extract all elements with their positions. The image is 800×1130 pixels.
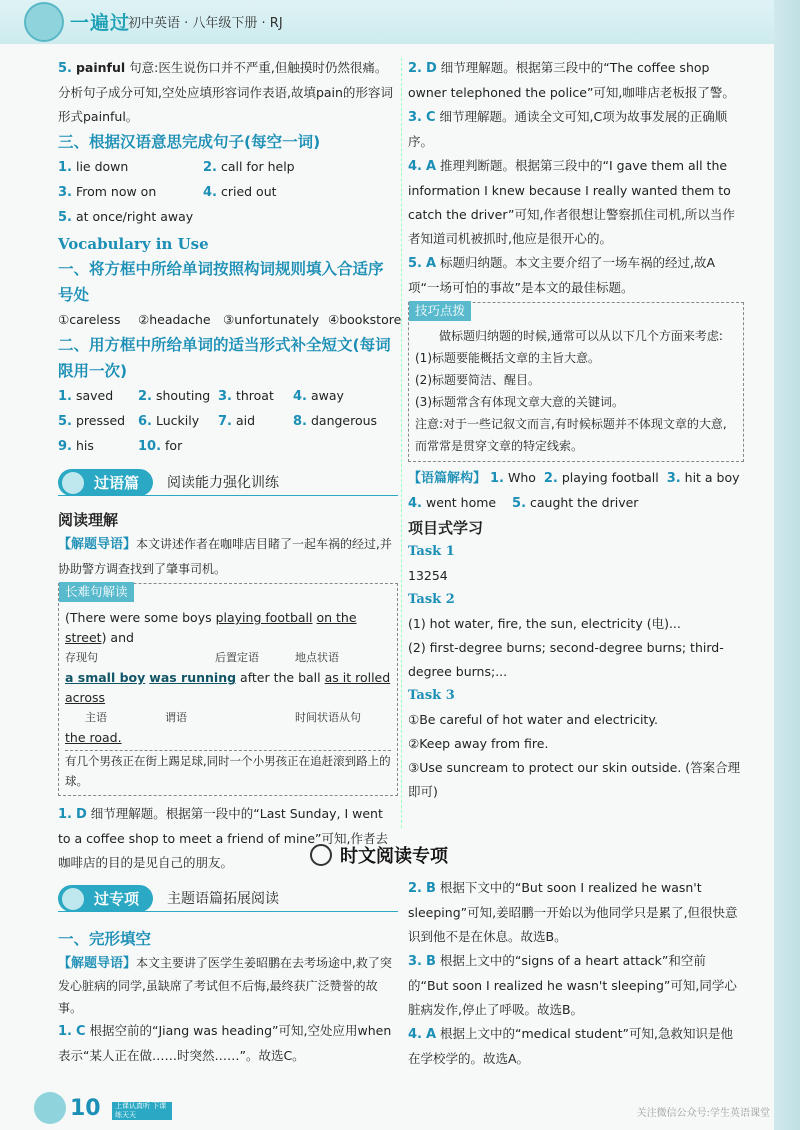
cloze-section: 一、完形填空 【解题导语】本文主要讲了医学生姜昭鹏在去考场途中,救了突发心脏病的同学,虽缺席了考试但不后悔,最终获广泛赞誉的故事。 1. C 根据空前的“Jiang was heading”可知,空处应用when表示“某人正在做……时突然……”。故选C。 — [58, 930, 392, 1063]
right-column: 2. D 细节理解题。根据第三段中的“The coffee shop owner telephoned the police”可知,咖啡店老板报了警。 3. C 细节理解题。通读全文可知,C项为故事发展的正确顺序。 4. A 推理判断题。根据第三段中的“I gave them all the information I knew because I really wanted them to catch the driver”可知,作者很想让警察抓住司机,所以当作者知道司机被抓时,他应是很开心的。 5. A 标题归纳题。本文主要介绍了一场车祸的经过,故A项“一场可怕的事故”是本文的最佳标题。 技巧点拨 做标题归纳题的时候,通常可以从以下几个方面来考虑: (1)标题要能概括文章的主旨大意。 (2)标题要简洁、醒目。 (3)标题常含有体现文章大意的关键词。 注意:对于一些记叙文而言,有时候标题并不体现文章的大意,而常常是贯穿文章的特定线索。 【语篇解构】 1. Who 2. playing football 3. hit a boy 4. went home 5. caught the driver 项目式学习 Task 1 13254 Task 2 (1) hot water, fire, the sun, electricity (电)... (2) first-degree burns; second-degree burns; third-degree burns;... Task 3 ①Be careful of hot water and electricity. ②Keep away from fire. ③Use suncream to protect our skin outside. (答案合理即可) — [408, 56, 744, 804]
vocab-title: Vocabulary in Use — [58, 235, 209, 253]
brand-title: 一遍过 — [70, 12, 131, 34]
project-title: 项目式学习 — [408, 519, 484, 537]
banner-reading — [58, 466, 398, 498]
answer-r4: 4. A 推理判断题。根据第三段中的“I gave them all the information I knew because I really wanted them to catch the driver”可知,作者很想让警察抓住司机,所以当作者知道司机被抓时,他应是很开心的。 — [408, 158, 735, 246]
long-sentence-box: 长难句解读 (There were some boys playing football on the street) and 存现句 后置定语 地点状语 a small boy was running after the ball as it rolled across 主语 谓语 时间状语从句 the road. 有几个男孩正在街上踢足球,同时一个小男孩正在追赶滚到路上的球。 — [58, 583, 398, 796]
tip-box: 技巧点拨 做标题归纳题的时候,通常可以从以下几个方面来考虑: (1)标题要能概括文章的主旨大意。 (2)标题要简洁、醒目。 (3)标题常含有体现文章大意的关键词。 注意:对于一些记叙文而言,有时候标题并不体现文章的大意,而常常是贯穿文章的特定线索。 — [408, 302, 744, 462]
banner-special: 过专项 主题语篇拓展阅读 — [58, 882, 398, 914]
mascot-logo-icon — [24, 2, 64, 42]
reading-guide: 【解题导语】本文讲述作者在咖啡店目睹了一起车祸的经过,并协助警方调查找到了肇事司机。 — [58, 537, 392, 576]
breadcrumb: 初中英语 · 八年级下册 · RJ — [128, 16, 283, 31]
mascot-icon — [34, 1092, 66, 1124]
answer-d1: 1. D 细节理解题。根据第一段中的“Last Sunday, I went to a coffee shop to meet a friend of mine”可知,作者去咖啡店的目的是见自己的朋友。 — [58, 806, 388, 870]
answer-r3: 3. C 细节理解题。通读全文可知,C项为故事发展的正确顺序。 — [408, 109, 728, 149]
page-header — [0, 0, 800, 44]
v2-title: 二、用方框中所给单词的适当形式补全短文(每词限用一次) — [58, 336, 391, 380]
v1-title: 一、将方框中所给单词按照构词规则填入合适序号处 — [58, 260, 384, 304]
left-column — [58, 56, 402, 459]
reading-section — [58, 508, 398, 875]
watermark: 关注微信公众号:学生英语课堂 — [636, 1108, 770, 1119]
answer-r2: 2. D 细节理解题。根据第三段中的“The coffee shop owner telephoned the police”可知,咖啡店老板报了警。 — [408, 60, 735, 100]
box-tag: 长难句解读 — [59, 582, 134, 602]
discourse-structure: 【语篇解构】 1. Who 2. playing football 3. hit a boy 4. went home 5. caught the driver — [408, 470, 740, 511]
banner-tag: 过语篇 — [58, 469, 153, 496]
cloze-answers-right: 2. B 根据下文中的“But soon I realized he wasn't sleeping”可知,姜昭鹏一开始以为他同学只是累了,但很快意识到他不是在休息。故选B。 3. B 根据上文中的“signs of a heart attack”和空前的“But soon I realized he wasn't sleeping”可知,同学心脏病发作,停止了呼吸。故选B。 4. A 根据上文中的“medical student”可知,急救知识是他在学校学的。故选A。 — [408, 880, 738, 1066]
v2-answers: 1. saved 2. shouting 3. throat 4. away 5. pressed 6. Luckily 7. aid 8. dangerous 9. his 10. for — [58, 388, 378, 454]
v1-answers: ①careless ②headache ③unfortunately ④bookstore — [58, 312, 402, 327]
star-icon — [310, 844, 332, 866]
column-divider — [401, 58, 402, 828]
section-3-title: 三、根据汉语意思完成句子(每空一词) — [58, 133, 321, 151]
footer-slogan: 上课认真听 下课练天天 — [112, 1102, 172, 1120]
tip-tag: 技巧点拨 — [409, 301, 471, 321]
sec3-answers: 1. lie down 2. call for help 3. From now on 4. cried out 5. at once/right away — [58, 159, 295, 225]
right-edge-strip — [774, 0, 800, 1130]
banner-subtitle: 阅读能力强化训练 — [167, 475, 280, 491]
section-title: 时文阅读专项 — [310, 842, 448, 868]
answer-5: 5. painful 句意:医生说伤口并不严重,但触摸时仍然很痛。分析句子成分可知,空处应填形容词作表语,故填pain的形容词形式painful。 — [58, 60, 393, 124]
page-number: 10 — [70, 1096, 101, 1121]
page-footer — [0, 1090, 800, 1130]
answer-r5: 5. A 标题归纳题。本文主要介绍了一场车祸的经过,故A项“一场可怕的事故”是本文的最佳标题。 — [408, 255, 716, 295]
reading-title: 阅读理解 — [58, 511, 119, 529]
